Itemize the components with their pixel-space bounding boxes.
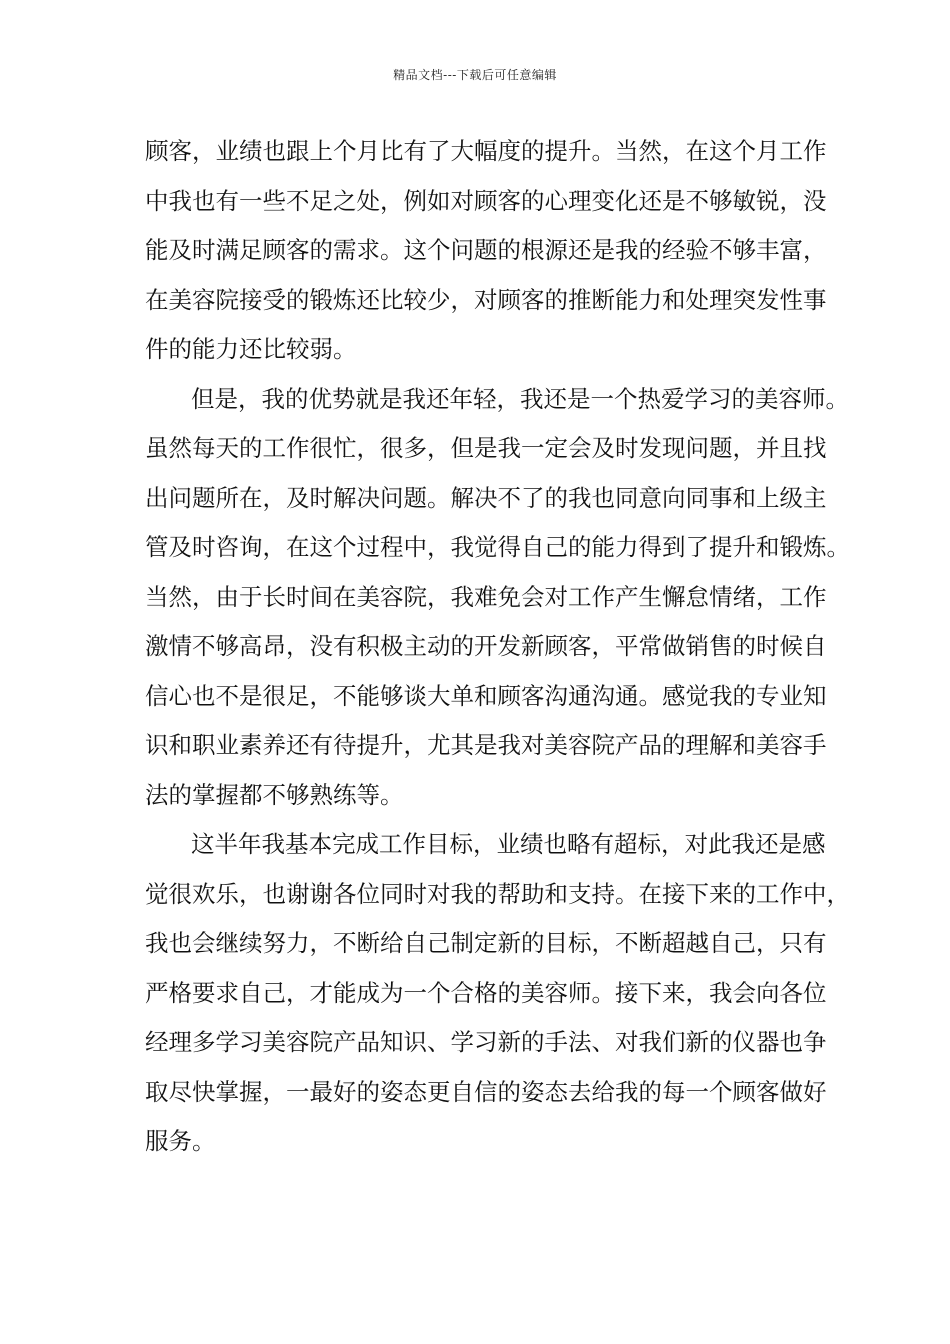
document-body (145, 127, 850, 1167)
paragraph-2-line-6: 激情不够高昂，没有积极主动的开发新顾客，平常做销售的时候自 (145, 632, 827, 660)
paragraph-3-line-2: 觉很欢乐，也谢谢各位同时对我的帮助和支持。在接下来的工作中， (145, 879, 850, 908)
page-header: 精品文档---下载后可任意编辑 (393, 68, 557, 82)
paragraph-1-line-1: 顾客，业绩也跟上个月比有了大幅度的提升。当然，在这个月工作 (145, 137, 827, 165)
paragraph-2-line-3: 出问题所在，及时解决问题。解决不了的我也同意向同事和上级主 (145, 483, 827, 512)
paragraph-2-line-2: 虽然每天的工作很忙，很多，但是我一定会及时发现问题，并且找 (145, 434, 827, 462)
paragraph-3-line-4: 严格要求自己，才能成为一个合格的美容师。接下来，我会向各位 (145, 978, 827, 1007)
paragraph-3-line-6: 取尽快掌握，一最好的姿态更自信的姿态去给我的每一个顾客做好 (145, 1077, 827, 1106)
paragraph-3-line-5: 经理多学习美容院产品知识、学习新的手法、对我们新的仪器也争 (145, 1028, 827, 1056)
paragraph-2-line-1: 但是，我的优势就是我还年轻，我还是一个热爱学习的美容师。 (191, 384, 849, 413)
paragraph-3-line-7: 服务。 (145, 1127, 216, 1155)
paragraph-2-line-4: 管及时咨询，在这个过程中，我觉得自己的能力得到了提升和锻炼。 (145, 533, 850, 561)
paragraph-1-line-4: 在美容院接受的锻炼还比较少，对顾客的推断能力和处理突发性事 (145, 285, 827, 314)
paragraph-1-line-2: 中我也有一些不足之处，例如对顾客的心理变化还是不够敏锐，没 (145, 186, 827, 215)
paragraph-2-line-7: 信心也不是很足，不能够谈大单和顾客沟通沟通。感觉我的专业知 (145, 681, 827, 710)
paragraph-2-line-8: 识和职业素养还有待提升，尤其是我对美容院产品的理解和美容手 (145, 731, 827, 759)
paragraph-3-line-1: 这半年我基本完成工作目标，业绩也略有超标，对此我还是感 (191, 830, 826, 858)
paragraph-2-line-9: 法的掌握都不够熟练等。 (145, 780, 404, 809)
paragraph-1-line-3: 能及时满足顾客的需求。这个问题的根源还是我的经验不够丰富， (145, 236, 827, 264)
paragraph-3-line-3: 我也会继续努力，不断给自己制定新的目标，不断超越自己，只有 (145, 929, 827, 957)
paragraph-2-line-5: 当然，由于长时间在美容院，我难免会对工作产生懈怠情绪，工作 (145, 582, 827, 611)
paragraph-1-line-5: 件的能力还比较弱。 (145, 335, 357, 363)
